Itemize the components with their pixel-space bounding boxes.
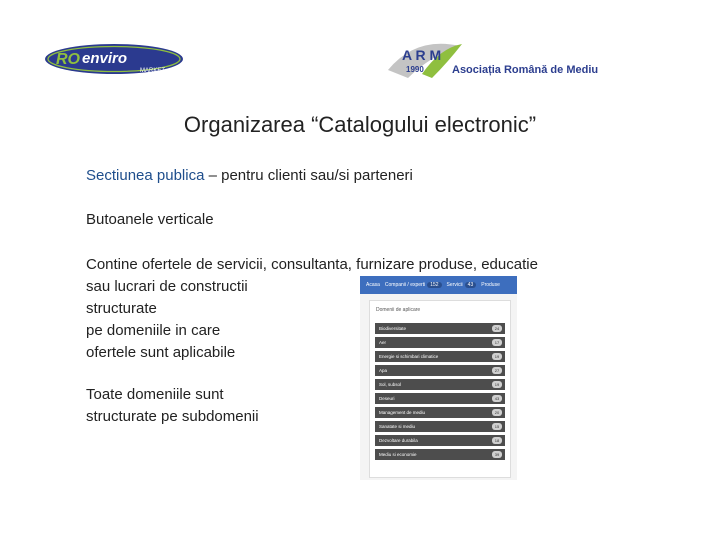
domain-count-badge: 17 [492,339,502,346]
nav-count-badge: 43 [465,282,477,288]
section-line [86,165,413,187]
section-description: – pentru clienti sau/si parteneri [204,167,413,184]
domain-count-badge: 24 [492,325,502,332]
nav-item-home[interactable]: Acasa [366,282,380,288]
domain-list [375,323,505,463]
arm-letters: A R M [402,47,442,63]
domain-button[interactable]: Management de mediu 20 [375,407,505,418]
subdomains-line-2: structurate pe subdomenii [86,408,259,425]
domain-button[interactable]: Energie si schimbari climatice 19 [375,351,505,362]
contains-line-3: structurate [86,300,157,317]
contains-line-2: sau lucrari de constructii [86,278,248,295]
roenviro-market-logo [44,42,184,76]
domain-count-badge: 15 [492,423,502,430]
domains-panel [369,300,511,478]
domain-count-badge: 43 [492,395,502,402]
domain-button[interactable]: Sanatate si mediu 15 [375,421,505,432]
domain-count-badge: 18 [492,437,502,444]
logo-prefix: RO [56,51,80,68]
catalog-nav-bar [360,276,517,294]
domain-count-badge: 19 [492,353,502,360]
domain-count-badge: 39 [492,451,502,458]
section-label: Sectiunea publica [86,167,205,184]
vertical-buttons-text: Butoanele verticale [86,211,214,228]
domain-button[interactable]: Mediu si economie 39 [375,449,505,460]
domain-button[interactable]: Deseuri 43 [375,393,505,404]
domain-button[interactable]: Apa 27 [375,365,505,376]
domain-button[interactable]: Dezvoltare durabila 18 [375,435,505,446]
page-title: Organizarea “Catalogului electronic” [183,112,537,137]
contains-line-4: pe domeniile in care [86,322,221,339]
nav-item-products[interactable]: Produse [481,282,500,288]
domain-button[interactable]: Aer 17 [375,337,505,348]
domains-panel-title: Domenii de aplicare [376,307,421,313]
catalog-screenshot [360,276,517,480]
domain-count-badge: 19 [492,381,502,388]
domain-count-badge: 20 [492,409,502,416]
arm-organization-name: Asociația Română de Mediu [452,64,599,76]
logo-tagline: MARKET [140,68,166,74]
domain-count-badge: 27 [492,367,502,374]
subdomains-line-1: Toate domeniile sunt [86,386,224,403]
nav-item-services[interactable]: Servicii 43 [447,282,477,288]
contains-line-5: ofertele sunt aplicabile [86,344,236,361]
domain-button[interactable]: Sol, subsol 19 [375,379,505,390]
domain-button[interactable]: Biodiversitate 24 [375,323,505,334]
contains-line-1: Contine ofertele de servicii, consultanta, furnizare produse, educatie [86,256,538,273]
nav-item-companies[interactable]: Companii / experti 152 [385,282,442,288]
arm-year: 1990 [406,65,424,74]
logo-brand-name: enviro [82,50,128,67]
nav-count-badge: 152 [427,282,441,288]
